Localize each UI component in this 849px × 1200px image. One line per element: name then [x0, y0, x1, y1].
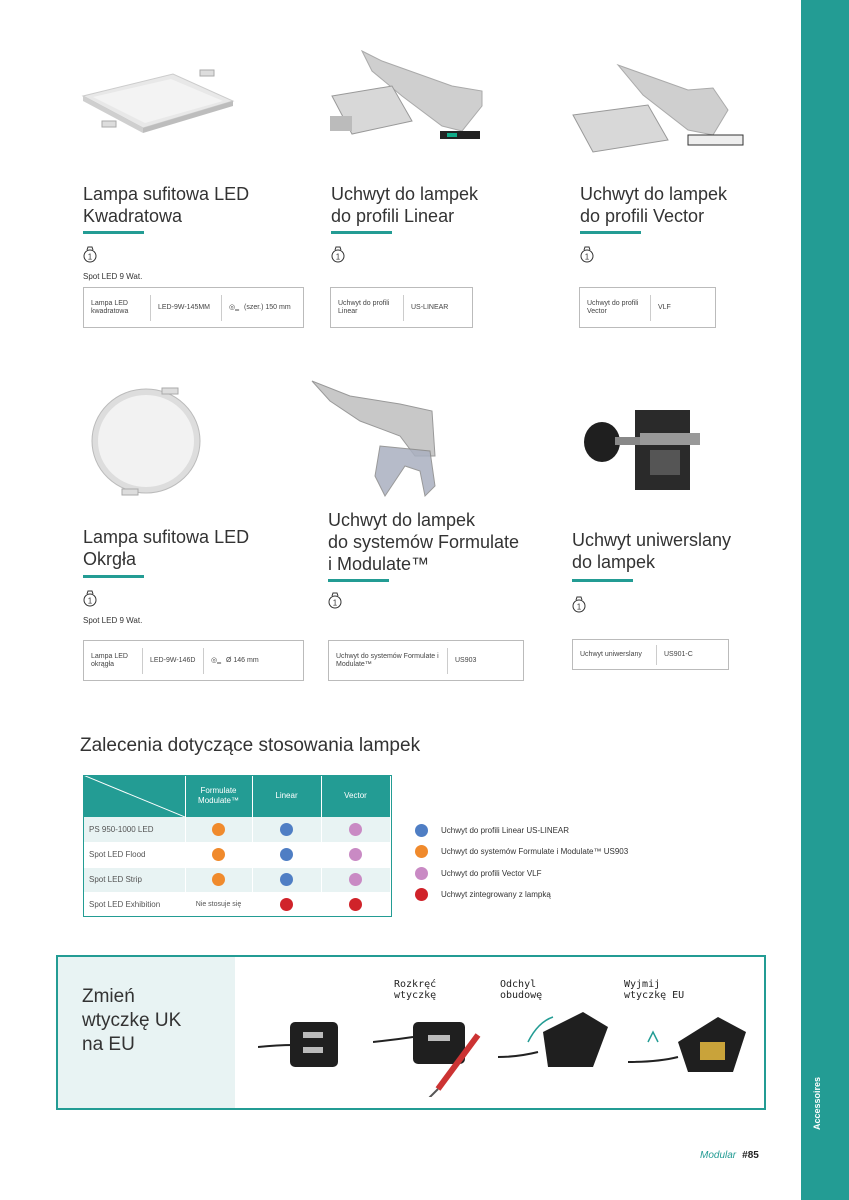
title-underline: [328, 579, 389, 582]
linear-holder-image: [322, 46, 487, 151]
compatibility-dot: [280, 898, 293, 911]
row-label: PS 950-1000 LED: [83, 817, 185, 842]
legend-item: [415, 884, 628, 905]
compatibility-cell: [321, 842, 390, 867]
compatibility-cell: [252, 817, 321, 842]
footer-brand: Modular: [700, 1150, 737, 1161]
title-underline: [83, 231, 144, 234]
row-label: Spot LED Strip: [83, 867, 185, 892]
product-title: Lampa sufitowa LED Okrgła: [83, 527, 250, 569]
compatibility-cell: [252, 892, 321, 917]
legend-label: Uchwyt zintegrowany z lampką: [441, 890, 551, 900]
dimension-icon: ◎‗: [229, 303, 239, 311]
table-row: [83, 892, 390, 917]
quantity-icon: [331, 246, 345, 264]
sidebar-label: Accessoires: [812, 1076, 822, 1130]
svg-text:1: 1: [576, 602, 582, 612]
spec-box: [83, 640, 304, 681]
universal-holder-image: [580, 405, 715, 495]
legend-item: [415, 863, 628, 884]
spec-code: US901-C: [664, 650, 693, 658]
spec-code: LED-9W-146D: [150, 656, 196, 664]
formulate-holder-image: [310, 376, 440, 501]
spec-name: Uchwyt uniwerslany: [580, 650, 642, 658]
legend-dot: [415, 824, 428, 837]
title-underline: [83, 575, 144, 578]
table-row: [83, 817, 390, 842]
spec-box: [83, 287, 304, 328]
column-header: Vector: [321, 775, 390, 817]
compatibility-cell: [185, 842, 252, 867]
quantity-icon: [572, 596, 586, 614]
compatibility-dot: [212, 873, 225, 886]
unscrew-plug-image: [373, 1007, 483, 1097]
spec-name: Lampa LED okrągła: [91, 652, 128, 668]
compatibility-cell: [321, 867, 390, 892]
quantity-icon: [83, 246, 97, 264]
plug-title-panel: [58, 957, 235, 1108]
spec-box: [330, 287, 473, 328]
legend-label: Uchwyt do profili Vector VLF: [441, 868, 542, 878]
corner-header: [83, 775, 185, 817]
legend-dot: [415, 867, 428, 880]
open-cover-image: [498, 1002, 608, 1082]
product-title: Lampa sufitowa LED Kwadratowa: [83, 184, 250, 226]
legend-label: Uchwyt do systemów Formulate i Modulate™ US903: [441, 847, 629, 857]
legend-item: [415, 820, 628, 841]
uk-plug-image: [258, 1007, 348, 1077]
remove-eu-plug-image: [628, 1002, 748, 1082]
svg-text:1: 1: [335, 252, 341, 262]
step-caption: Wyjmij wtyczkę EU: [624, 979, 685, 1001]
product-title: Uchwyt uniwerslany do lampek: [572, 530, 732, 572]
square-lamp-image: [78, 66, 238, 146]
round-lamp-image: [90, 385, 205, 500]
plug-conversion-box: [56, 955, 766, 1110]
svg-text:1: 1: [87, 596, 93, 606]
row-label: Spot LED Exhibition: [83, 892, 185, 917]
page-footer: [700, 1150, 759, 1161]
column-header: Formulate Modulate™: [185, 775, 252, 817]
legend-label: Uchwyt do profili Linear US-LINEAR: [441, 826, 570, 836]
title-underline: [572, 579, 633, 582]
compatibility-dot: [349, 848, 362, 861]
legend-item: [415, 841, 628, 862]
spec-dim: ◎‗ Ø 146 mm: [211, 656, 259, 664]
column-header: Linear: [252, 775, 321, 817]
product-title: Uchwyt do lampek do profili Vector: [580, 184, 728, 226]
spec-code: LED-9W-145MM: [158, 303, 210, 311]
spec-code: US-LINEAR: [411, 303, 449, 311]
sidebar-band: [801, 0, 849, 1200]
quantity-icon: [328, 592, 342, 610]
table-row: [83, 842, 390, 867]
row-label: Spot LED Flood: [83, 842, 185, 867]
spec-name: Uchwyt do profili Vector: [587, 299, 639, 315]
spec-box: [579, 287, 716, 328]
dimension-icon: ◎‗: [211, 656, 221, 664]
compatibility-dot: [280, 873, 293, 886]
compatibility-dot: [212, 823, 225, 836]
compatibility-cell: [185, 867, 252, 892]
compatibility-cell: [252, 842, 321, 867]
spec-dim: ◎‗ (szer.) 150 mm: [229, 303, 291, 311]
compatibility-dot: [349, 898, 362, 911]
quantity-icon: [580, 246, 594, 264]
legend-dot: [415, 845, 428, 858]
page-number: #85: [742, 1150, 759, 1161]
compatibility-dot: [349, 873, 362, 886]
spec-code: US903: [455, 656, 477, 664]
compatibility-dot: [280, 823, 293, 836]
compatibility-cell: [252, 867, 321, 892]
plug-title: Zmień wtyczkę UK na EU: [82, 986, 182, 1055]
legend: [415, 820, 628, 905]
compatibility-cell: [321, 817, 390, 842]
step-caption: Rozkręć wtyczkę: [394, 979, 437, 1001]
compatibility-cell: [321, 892, 390, 917]
title-underline: [580, 231, 641, 234]
compatibility-dot: [349, 823, 362, 836]
product-title: Uchwyt do lampek do systemów Formulate i Modulate™: [328, 510, 520, 574]
compatibility-dot: [280, 848, 293, 861]
spec-box: [328, 640, 524, 681]
product-title: Uchwyt do lampek do profili Linear: [331, 184, 479, 226]
spec-name: Uchwyt do systemów Formulate i Modulate™: [336, 652, 439, 668]
product-note: Spot LED 9 Wat.: [83, 272, 143, 281]
legend-dot: [415, 888, 428, 901]
spec-name: Uchwyt do profili Linear: [338, 299, 390, 315]
not-applicable-cell: Nie stosuje się: [185, 892, 252, 917]
spec-box: [572, 639, 729, 670]
step-caption: Odchyl obudowę: [500, 979, 543, 1001]
svg-text:1: 1: [87, 252, 93, 262]
title-underline: [331, 231, 392, 234]
quantity-icon: [83, 590, 97, 608]
spec-code: VLF: [658, 303, 671, 311]
table-row: [83, 867, 390, 892]
svg-text:1: 1: [332, 598, 338, 608]
recommendation-table: [83, 775, 391, 918]
compatibility-cell: [185, 817, 252, 842]
vector-holder-image: [568, 60, 763, 160]
svg-text:1: 1: [584, 252, 590, 262]
section-title: Zalecenia dotyczące stosowania lampek: [80, 735, 421, 756]
spec-name: Lampa LED kwadratowa: [91, 299, 129, 315]
compatibility-dot: [212, 848, 225, 861]
product-note: Spot LED 9 Wat.: [83, 616, 143, 625]
